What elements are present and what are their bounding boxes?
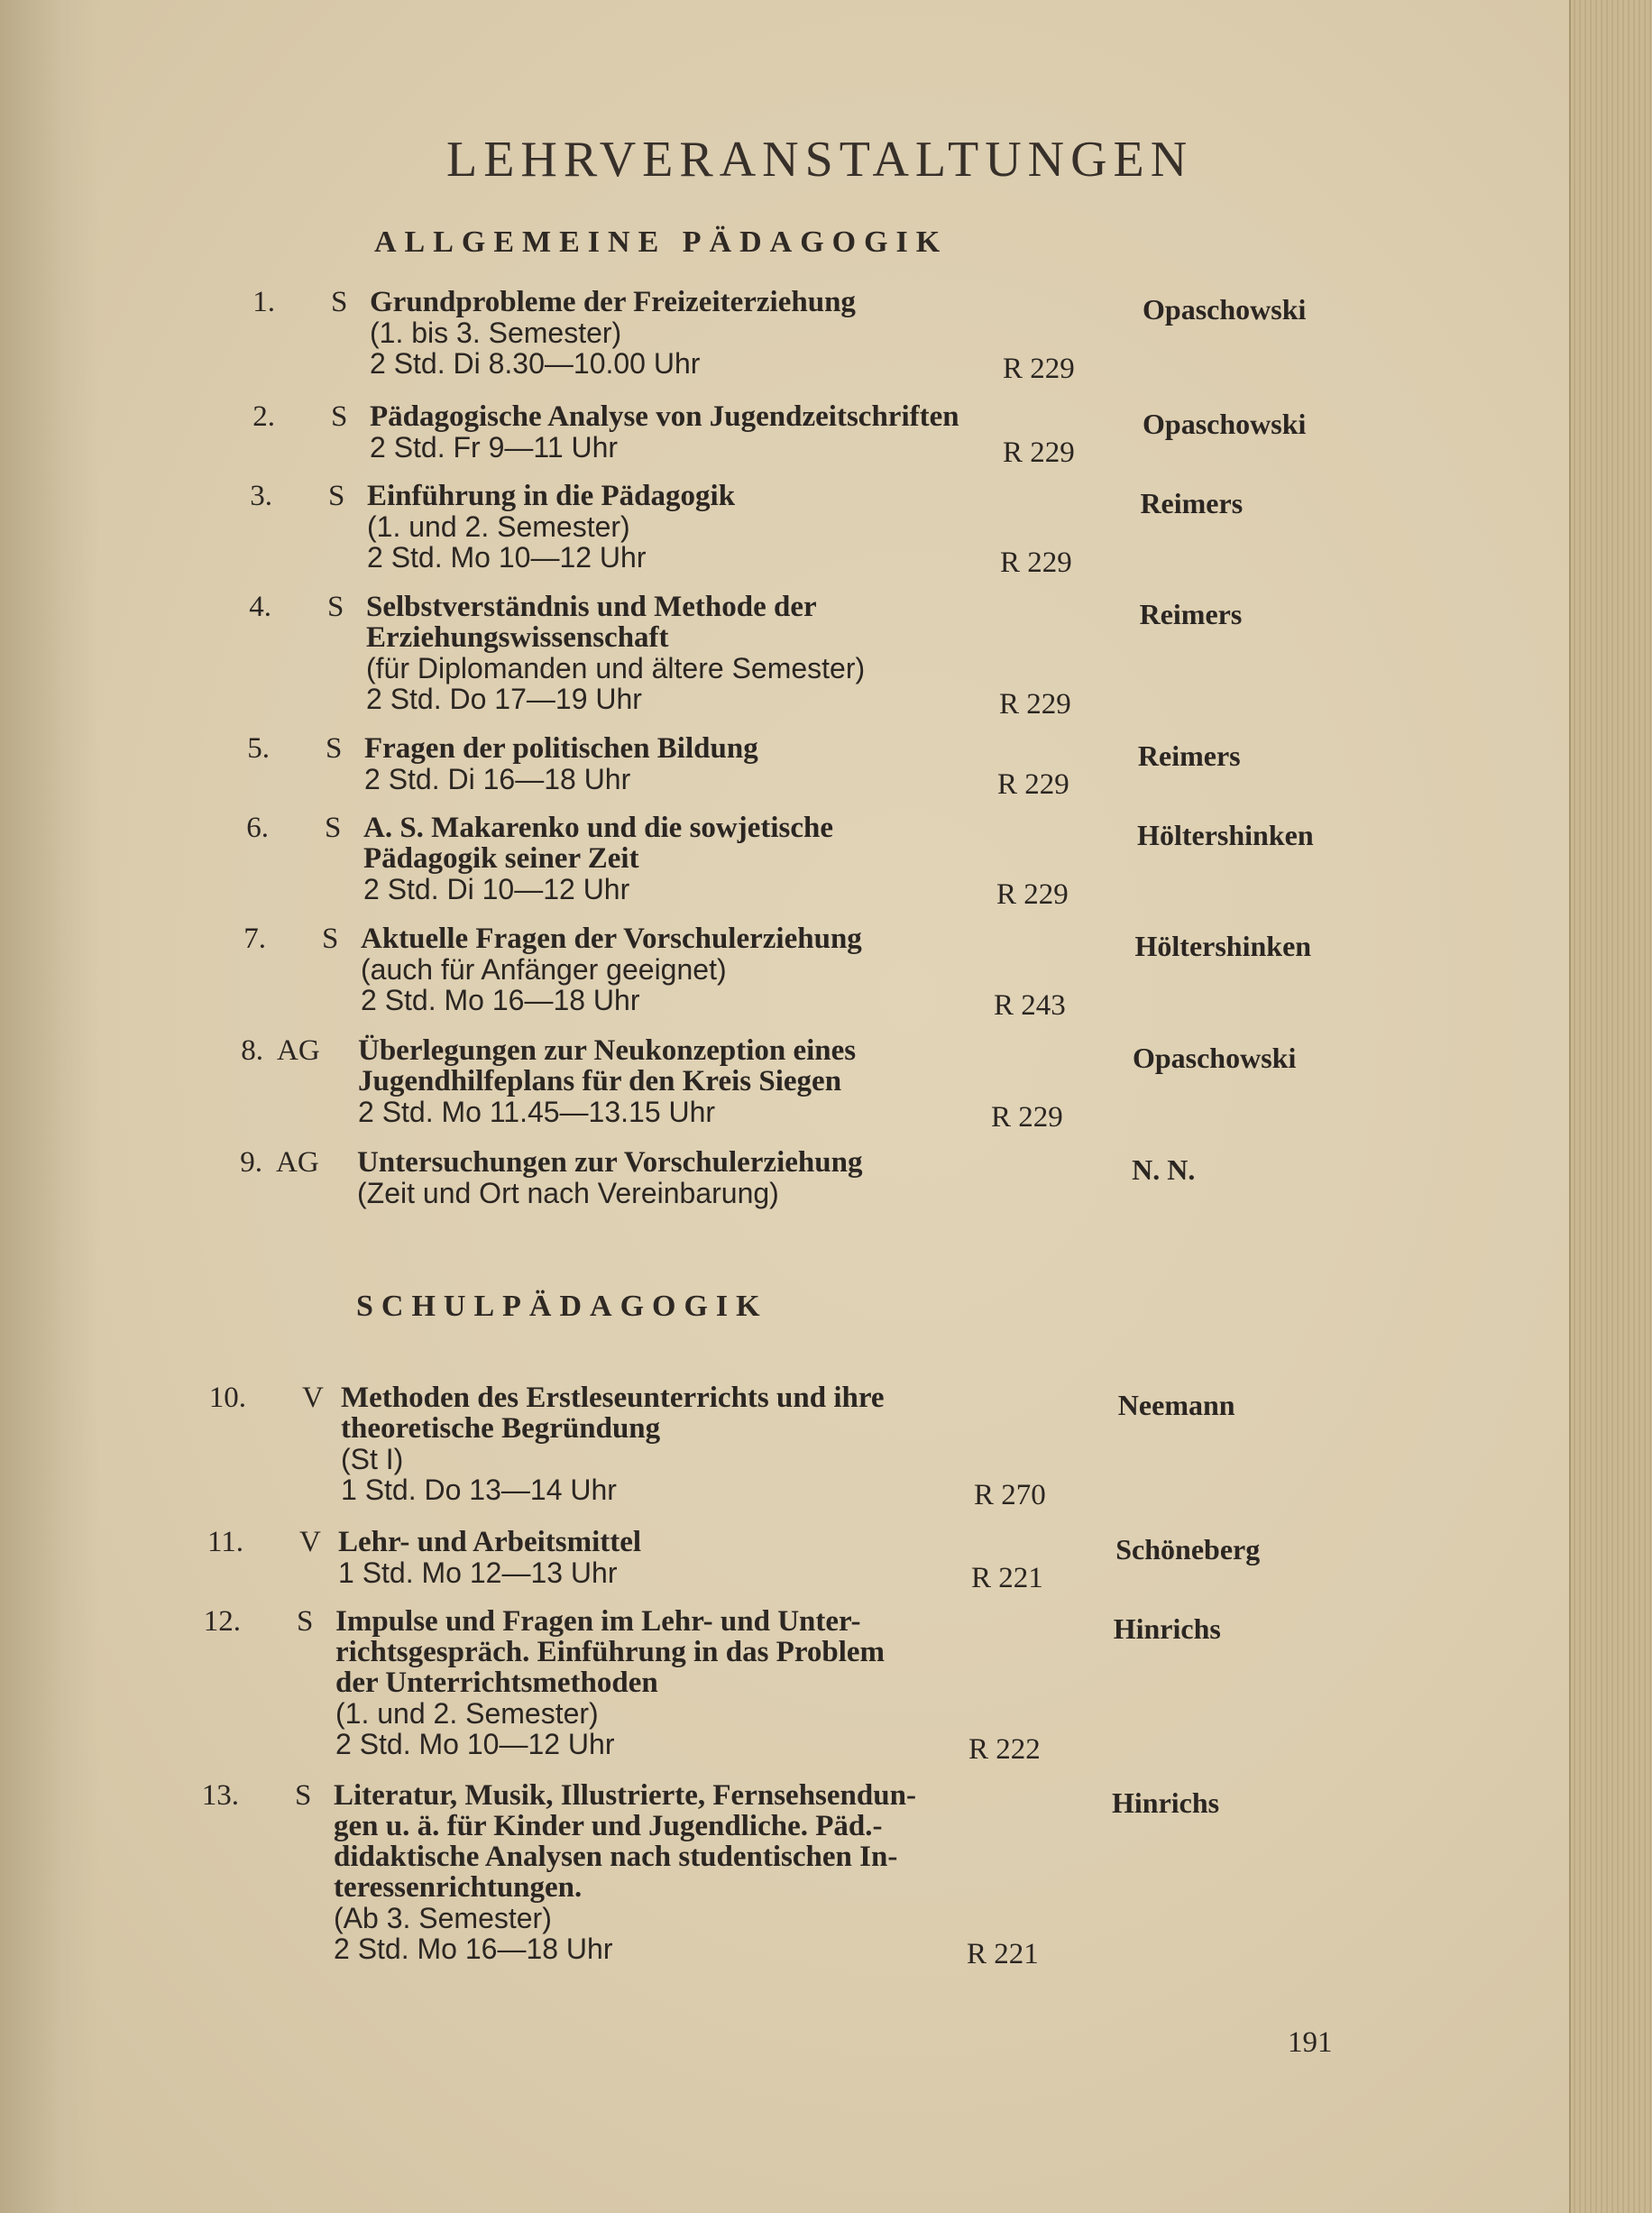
course-detail-line: 2 Std. Mo 16—18 Uhr — [334, 1933, 613, 1965]
course-detail-line: (1. und 2. Semester) — [335, 1697, 599, 1730]
course-detail-line: (auch für Anfänger geeignet) — [361, 953, 727, 986]
course-number: 8. — [241, 1034, 263, 1067]
course-title-line: der Unterrichtsmethoden — [335, 1667, 658, 1699]
course-title-line: Fragen der politischen Bildung — [364, 732, 758, 765]
course-description — [335, 1606, 1039, 1759]
course-title-line: Pädagogik seiner Zeit — [363, 842, 639, 875]
course-description — [358, 1035, 1061, 1127]
lecturer-name: Reimers — [1140, 487, 1244, 519]
course-description — [370, 287, 1073, 379]
room-number: R 270 — [974, 1479, 1046, 1511]
course-type: S — [325, 812, 342, 844]
course-number: 11. — [206, 1526, 243, 1558]
course-description — [361, 923, 1064, 1015]
room-number: R 229 — [1000, 546, 1072, 579]
course-detail-line: (für Diplomanden und ältere Semester) — [366, 652, 866, 684]
course-title-line: Überlegungen zur Neukonzeption eines — [358, 1034, 857, 1067]
course-description — [370, 401, 1073, 463]
course-description — [363, 813, 1067, 904]
course-detail-line: 2 Std. Mo 16—18 Uhr — [361, 984, 640, 1016]
room-number: R 229 — [991, 1101, 1063, 1134]
course-detail-line: 2 Std. Do 17—19 Uhr — [366, 683, 642, 715]
course-title-line: Grundprobleme der Freizeiterziehung — [370, 286, 856, 318]
course-description — [338, 1527, 1042, 1588]
room-number: R 243 — [994, 989, 1066, 1022]
course-type: S — [331, 286, 348, 318]
course-number: 2. — [252, 400, 275, 433]
course-title-line: richtsgespräch. Einführung in das Problem — [335, 1636, 886, 1668]
room-number: R 229 — [996, 878, 1069, 911]
course-detail-line: 2 Std. Di 8.30—10.00 Uhr — [370, 347, 701, 380]
course-detail-line: 2 Std. Fr 9—11 Uhr — [370, 431, 619, 464]
course-detail-line: (1. bis 3. Semester) — [370, 317, 622, 349]
room-number: R 229 — [999, 688, 1071, 721]
course-detail-line: 2 Std. Mo 10—12 Uhr — [335, 1728, 615, 1760]
course-title-line: Literatur, Musik, Illustrierte, Fernsehsendun- — [334, 1779, 916, 1812]
course-number: 3. — [250, 480, 272, 512]
course-title-line: Erziehungswissenschaft — [366, 621, 669, 654]
section-title-schulpaedagogik: SCHULPÄDAGOGIK — [356, 1290, 768, 1323]
course-type: S — [328, 480, 345, 512]
course-number: 5. — [247, 732, 270, 765]
room-number: R 229 — [1003, 353, 1075, 385]
lecturer-name: Opaschowski — [1143, 293, 1307, 326]
course-description — [341, 1382, 1044, 1505]
course-number: 6. — [246, 812, 269, 844]
course-description — [366, 592, 1069, 714]
course-type: S — [295, 1779, 312, 1812]
course-description — [357, 1147, 1060, 1208]
course-title-line: Aktuelle Fragen der Vorschulerziehung — [361, 923, 862, 955]
lecturer-name: Reimers — [1137, 739, 1241, 772]
course-title-line: Impulse und Fragen im Lehr- und Unter- — [335, 1605, 861, 1638]
course-detail-line: 1 Std. Mo 12—13 Uhr — [338, 1556, 618, 1589]
course-title-line: Untersuchungen zur Vorschulerziehung — [357, 1146, 863, 1179]
course-detail-line: (Zeit und Ort nach Vereinbarung) — [357, 1177, 779, 1209]
course-detail-line: 1 Std. Do 13—14 Uhr — [341, 1474, 617, 1506]
course-type: S — [327, 591, 344, 623]
course-title-line: didaktische Analysen nach studentischen In- — [334, 1841, 898, 1873]
book-gutter — [0, 0, 99, 2213]
lecturer-name: Reimers — [1139, 598, 1243, 630]
lecturer-name: Neemann — [1117, 1389, 1235, 1421]
room-number: R 222 — [968, 1733, 1041, 1766]
room-number: R 221 — [967, 1938, 1039, 1970]
course-type: S — [326, 732, 343, 765]
course-detail-line: (St I) — [341, 1443, 404, 1475]
course-type: S — [331, 400, 348, 433]
course-title-line: Einführung in die Pädagogik — [367, 480, 736, 512]
course-number: 10. — [208, 1382, 246, 1414]
course-title-line: Selbstverständnis und Methode der — [366, 591, 817, 623]
course-detail-line: 2 Std. Di 10—12 Uhr — [363, 873, 630, 905]
course-description — [364, 733, 1068, 794]
lecturer-name: Opaschowski — [1132, 1042, 1297, 1074]
room-number: R 221 — [971, 1562, 1043, 1594]
course-title-line: Jugendhilfeplans für den Kreis Siegen — [358, 1065, 842, 1097]
lecturer-name: Höltershinken — [1134, 930, 1312, 962]
course-title-line: gen u. ä. für Kinder und Jugendliche. Päd.- — [334, 1810, 883, 1842]
page-number: 191 — [1288, 2026, 1333, 2059]
course-detail-line: 2 Std. Di 16—18 Uhr — [364, 763, 631, 795]
course-title-line: A. S. Makarenko und die sowjetische — [363, 812, 834, 844]
lecturer-name: Schöneberg — [1115, 1533, 1261, 1566]
course-number: 1. — [252, 286, 275, 318]
section-title-allgemeine-paedagogik: ALLGEMEINE PÄDAGOGIK — [374, 225, 949, 259]
lecturer-name: Hinrichs — [1113, 1612, 1221, 1645]
course-detail-line: (1. und 2. Semester) — [367, 510, 630, 543]
course-type: S — [322, 923, 339, 955]
room-number: R 229 — [997, 768, 1069, 801]
course-title-line: Lehr- und Arbeitsmittel — [338, 1526, 642, 1558]
lecturer-name: Opaschowski — [1143, 408, 1307, 440]
lecturer-name: Höltershinken — [1137, 819, 1314, 851]
course-title-line: teressenrichtungen. — [334, 1871, 583, 1904]
page-edges — [1569, 0, 1652, 2213]
course-detail-line: 2 Std. Mo 11.45—13.15 Uhr — [358, 1096, 716, 1128]
room-number: R 229 — [1003, 436, 1075, 469]
course-description — [334, 1780, 1037, 1964]
course-type: S — [297, 1605, 314, 1638]
course-title-line: Methoden des Erstleseunterrichts und ihre — [341, 1382, 885, 1414]
page-title: LEHRVERANSTALTUNGEN — [446, 132, 1194, 188]
course-detail-line: (Ab 3. Semester) — [334, 1902, 552, 1934]
lecturer-name: N. N. — [1132, 1153, 1196, 1186]
course-type: AG — [277, 1034, 320, 1067]
course-number: 9. — [240, 1146, 262, 1179]
lecturer-name: Hinrichs — [1112, 1786, 1220, 1819]
course-type: V — [302, 1382, 324, 1414]
course-type: V — [299, 1526, 321, 1558]
course-number: 12. — [203, 1605, 241, 1638]
course-description — [367, 481, 1070, 573]
course-number: 7. — [243, 923, 266, 955]
course-type: AG — [276, 1146, 319, 1179]
course-detail-line: 2 Std. Mo 10—12 Uhr — [367, 541, 647, 574]
course-title-line: theoretische Begründung — [341, 1412, 661, 1445]
course-number: 13. — [201, 1779, 239, 1812]
course-title-line: Pädagogische Analyse von Jugendzeitschriften — [370, 400, 959, 433]
course-number: 4. — [249, 591, 271, 623]
